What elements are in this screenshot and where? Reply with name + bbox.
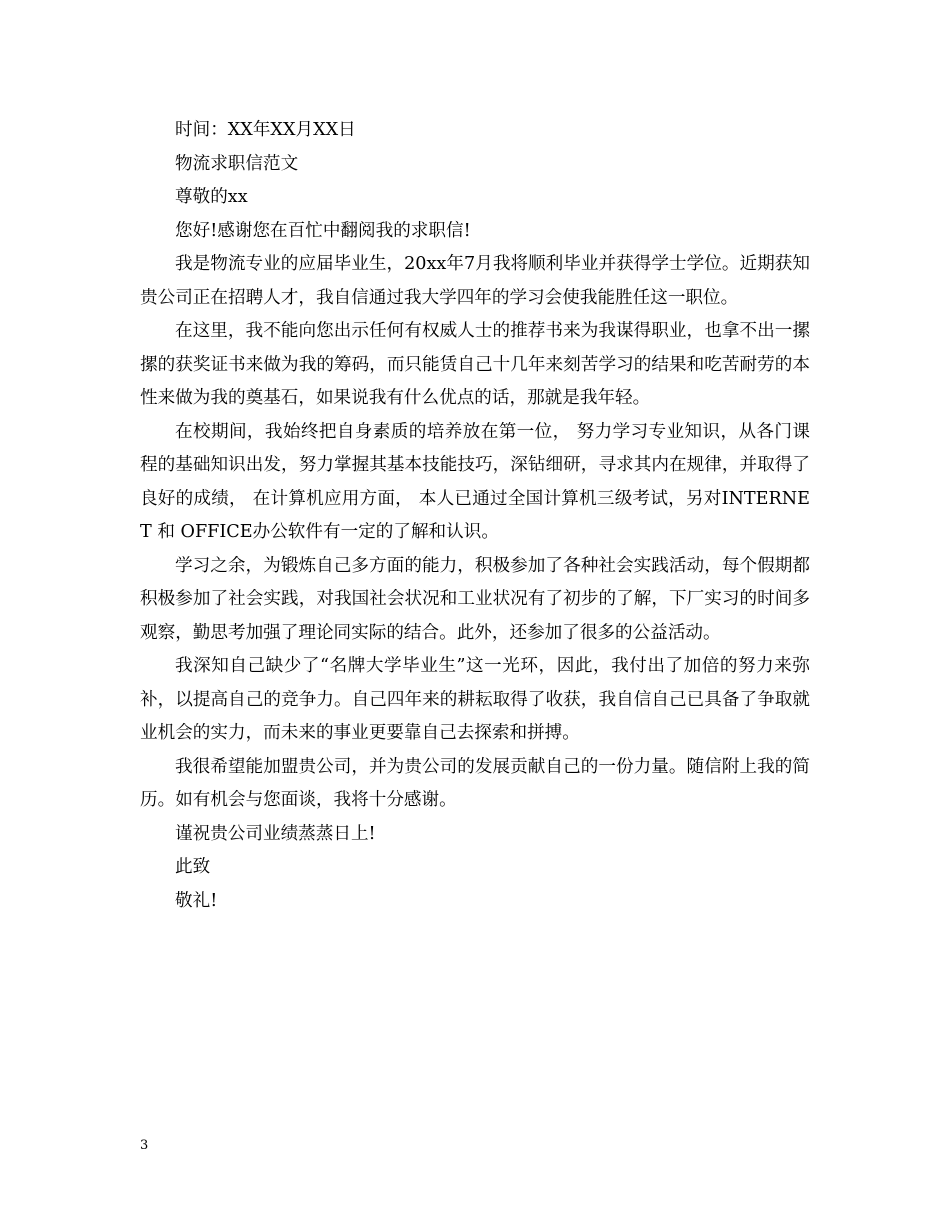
greeting: 您好!感谢您在百忙中翻阅我的求职信! bbox=[175, 220, 471, 241]
paragraph-effort: 我深知自己缺少了“名牌大学毕业生”这一光环，因此，我付出了加倍的努力来弥补，以提高自己的竞争力。自己四年来的耕耘取得了收获，我自信自己已具备了争取就业机会的实力，而未来的事业更要靠自己去探索和拼搏。 bbox=[140, 656, 810, 743]
closing-jingli: 敬礼! bbox=[175, 890, 218, 911]
paragraph-wish-to-join: 我很希望能加盟贵公司，并为贵公司的发展贡献自己的一份力量。随信附上我的简历。如有机会与您面谈，我将十分感谢。 bbox=[140, 756, 810, 810]
paragraph-self-reliance: 在这里，我不能向您出示任何有权威人士的推荐书来为我谋得职业，也拿不出一摞摞的获奖证书来做为我的筹码，而只能赁自己十几年来刻苦学习的结果和吃苦耐劳的本性来做为我的奠基石，如果说我有什么优点的话，那就是我年轻。 bbox=[140, 321, 810, 408]
page-number: 3 bbox=[140, 1138, 149, 1153]
paragraph-studies: 在校期间，我始终把自身素质的培养放在第一位， 努力学习专业知识，从各门课程的基础知识出发，努力掌握其基本技能技巧，深钻细研，寻求其内在规律，并取得了良好的成绩， 在计算机应用方面， 本人已通过全国计算机三级考试，另对INTERNET 和 OFFICE办公软件有一定的了解和认识。 bbox=[140, 421, 810, 542]
closing-cizhi: 此致 bbox=[175, 857, 211, 877]
closing-wish: 谨祝贵公司业绩蒸蒸日上! bbox=[175, 823, 376, 844]
salutation: 尊敬的xx bbox=[175, 187, 248, 207]
letter-title: 物流求职信范文 bbox=[175, 153, 299, 174]
paragraph-intro: 我是物流专业的应届毕业生，20xx年7月我将顺利毕业并获得学士学位。近期获知贵公司正在招聘人才，我自信通过我大学四年的学习会使我能胜任这一职位。 bbox=[140, 254, 810, 308]
paragraph-practice: 学习之余，为锻炼自己多方面的能力，积极参加了各种社会实践活动，每个假期都积极参加了社会实践，对我国社会状况和工业状况有了初步的了解，下厂实习的时间多观察，勤思考加强了理论同实际的结合。此外，还参加了很多的公益活动。 bbox=[140, 555, 810, 643]
date-line: 时间：XX年XX月XX日 bbox=[175, 120, 356, 140]
letter-body bbox=[140, 114, 810, 918]
